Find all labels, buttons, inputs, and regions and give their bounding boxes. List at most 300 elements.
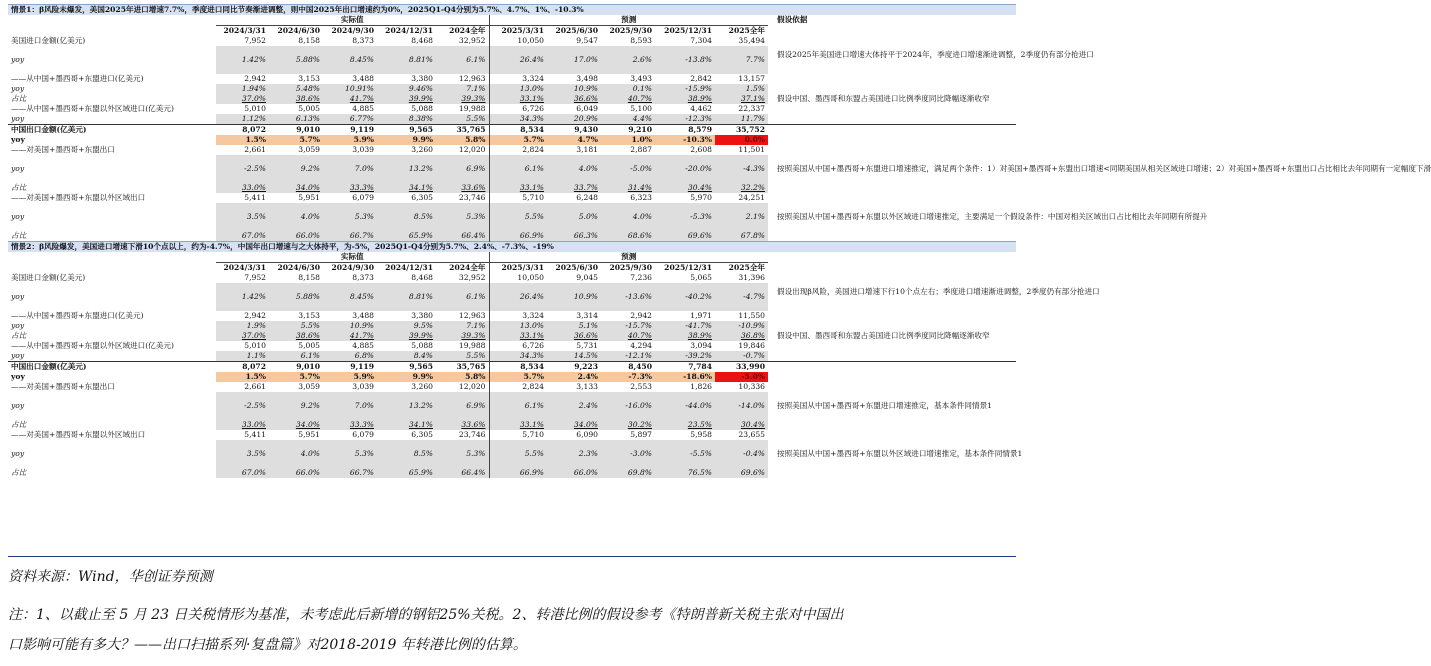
table-cell: 3,493 bbox=[630, 74, 652, 83]
table-cell: 11.7% bbox=[715, 114, 768, 125]
table-cell: 9,547 bbox=[576, 36, 598, 45]
table-cell: 6.13% bbox=[269, 114, 323, 125]
table-cell: 3.5% bbox=[216, 440, 269, 468]
gap-cell bbox=[768, 351, 774, 362]
table-cell: 33.0% bbox=[216, 420, 269, 430]
table-cell: 3,039 bbox=[352, 382, 374, 391]
assumption-blank bbox=[774, 362, 1016, 373]
table-cell: -2.5% bbox=[216, 392, 269, 420]
gap-cell bbox=[768, 84, 774, 94]
table-cell: 2,608 bbox=[690, 145, 712, 154]
table-cell: 8.81% bbox=[377, 46, 436, 74]
table-cell: 8,373 bbox=[352, 36, 374, 45]
row-label: 占比 bbox=[11, 331, 27, 340]
table-cell: 66.0% bbox=[269, 468, 323, 478]
table-cell: 5.5% bbox=[489, 203, 547, 231]
table-cell: 3,260 bbox=[411, 382, 433, 391]
table-cell: 38.6% bbox=[269, 331, 323, 341]
row-label: yoy bbox=[11, 321, 25, 330]
table-cell: 2,942 bbox=[244, 311, 266, 320]
table-cell: 41.7% bbox=[323, 331, 377, 341]
row-label: yoy bbox=[11, 212, 25, 221]
column-header: 2025/12/31 bbox=[664, 263, 712, 272]
table-cell: 24,251 bbox=[738, 193, 765, 202]
table-cell: 6.1% bbox=[489, 155, 547, 183]
column-header: 2025/9/30 bbox=[609, 26, 652, 35]
group-actual-label: 实际值 bbox=[216, 15, 489, 26]
table-cell: 2,942 bbox=[630, 311, 652, 320]
table-cell: 5.5% bbox=[269, 321, 323, 331]
table-cell: 10.9% bbox=[547, 283, 601, 311]
table-cell: 8,450 bbox=[601, 362, 655, 373]
column-header: 2024全年 bbox=[449, 263, 486, 272]
row-label: yoy bbox=[11, 351, 25, 360]
table-row bbox=[8, 382, 1016, 392]
table-cell: 33.6% bbox=[436, 420, 489, 430]
assumption-note: 假设中国、墨西哥和东盟占美国进口比例季度同比降幅逐渐收窄 bbox=[777, 331, 990, 340]
table-cell: 9.9% bbox=[377, 372, 436, 382]
row-label: yoy bbox=[11, 164, 25, 173]
table-cell: 14.5% bbox=[547, 351, 601, 362]
table-cell: 6,079 bbox=[352, 430, 374, 439]
assumption-blank bbox=[774, 135, 1016, 145]
table-cell: 8.5% bbox=[377, 440, 436, 468]
table-cell: 6.1% bbox=[269, 351, 323, 362]
table-cell: 32,952 bbox=[458, 273, 486, 282]
table-cell: 34.1% bbox=[377, 183, 436, 193]
gap-cell bbox=[768, 46, 774, 74]
table-cell: 26.4% bbox=[489, 46, 547, 74]
table-cell: -5.5% bbox=[655, 440, 715, 468]
gap-cell bbox=[768, 114, 774, 125]
group-forecast-label: 预测 bbox=[489, 15, 768, 26]
assumption-note: 按照美国从中国+墨西哥+东盟以外区域进口增速推定，基本条件同情景1 bbox=[777, 449, 1023, 458]
column-header-row bbox=[8, 26, 1016, 37]
table-cell: 4.0% bbox=[547, 155, 601, 183]
table-cell: 66.4% bbox=[436, 231, 489, 242]
scenario-title: 情景2：β风险爆发，美国进口增速下滑10个点以上，约为-4.7%，中国年出口增速与之大体持平，为-5%，2025Q1-Q4分别为5.7%、2.4%、-7.3%、-19% bbox=[8, 242, 1016, 253]
table-cell: 33.3% bbox=[323, 420, 377, 430]
table-cell: 5,010 bbox=[244, 104, 266, 113]
table-cell: 5,411 bbox=[244, 193, 266, 202]
table-cell: 2,942 bbox=[244, 74, 266, 83]
table-cell: 9,430 bbox=[547, 125, 601, 136]
table-cell: -13.6% bbox=[601, 283, 655, 311]
gap-cell bbox=[768, 183, 774, 193]
table-cell: 1,971 bbox=[690, 311, 712, 320]
column-header: 2025/6/30 bbox=[555, 26, 598, 35]
table-cell: 5.9% bbox=[323, 135, 377, 145]
table-cell: 13.2% bbox=[377, 155, 436, 183]
table-row bbox=[8, 430, 1016, 440]
table-cell: 34.3% bbox=[489, 114, 547, 125]
table-cell: 5.5% bbox=[436, 114, 489, 125]
table-cell: 2,661 bbox=[244, 145, 266, 154]
assumption-note: 假设出现β风险，美国进口增速下行10个点左右；季度进口增速渐进调整，2季度仍有部分抢进口 bbox=[777, 287, 1100, 296]
assumption-header bbox=[774, 252, 1016, 263]
table-cell: 32,952 bbox=[458, 36, 486, 45]
table-cell: 6.8% bbox=[323, 351, 377, 362]
table-cell: 7.7% bbox=[715, 46, 768, 74]
table-cell: 5.3% bbox=[436, 203, 489, 231]
table-cell: 33,990 bbox=[715, 362, 768, 373]
table-cell: 2.1% bbox=[715, 203, 768, 231]
table-cell: 1.1% bbox=[216, 351, 269, 362]
table-cell: 13.0% bbox=[489, 321, 547, 331]
footer-divider bbox=[8, 556, 1016, 557]
group-header-row bbox=[8, 252, 1016, 263]
table-cell: 3,039 bbox=[352, 145, 374, 154]
table-cell: 5,005 bbox=[298, 104, 320, 113]
table-cell: 6,305 bbox=[411, 193, 433, 202]
table-cell: 5,065 bbox=[690, 273, 712, 282]
table-cell: 66.0% bbox=[547, 468, 601, 478]
table-cell: 12,020 bbox=[458, 145, 486, 154]
table-cell: -3.0% bbox=[601, 440, 655, 468]
table-cell: 35,765 bbox=[436, 362, 489, 373]
table-cell: 6.9% bbox=[436, 392, 489, 420]
table-cell: 35,494 bbox=[738, 36, 765, 45]
table-cell: 9,045 bbox=[576, 273, 598, 282]
table-cell: 8,593 bbox=[630, 36, 652, 45]
table-cell: 33.1% bbox=[489, 420, 547, 430]
assumption-note: 按照美国从中国+墨西哥+东盟进口增速推定，基本条件同情景1 bbox=[777, 401, 992, 410]
table-cell: 40.7% bbox=[601, 94, 655, 104]
table-cell: -14.0% bbox=[715, 392, 768, 420]
table-cell: 4.0% bbox=[269, 203, 323, 231]
table-cell: 3,094 bbox=[690, 341, 712, 350]
scenario-title-row bbox=[8, 5, 1016, 16]
column-header: 2024/12/31 bbox=[385, 26, 433, 35]
header-blank bbox=[8, 15, 216, 26]
table-cell: 37.1% bbox=[715, 94, 768, 104]
footnote-line-1: 注：1、以截止至 5 月 23 日关税情形为基准，未考虑此后新增的钢铝25%关税。2、转港比例的假设参考《特朗普新关税主张对中国出 bbox=[8, 607, 844, 623]
table-cell: 69.6% bbox=[715, 468, 768, 478]
table-cell: 7.1% bbox=[436, 84, 489, 94]
table-cell: 2,553 bbox=[630, 382, 652, 391]
table-cell: 8,534 bbox=[489, 125, 547, 136]
table-cell: 10.9% bbox=[547, 84, 601, 94]
table-cell: 5,710 bbox=[489, 430, 547, 440]
gap-cell bbox=[768, 331, 774, 341]
table-cell: 5.9% bbox=[323, 372, 377, 382]
table-cell: 39.3% bbox=[436, 94, 489, 104]
table-cell: 7.0% bbox=[323, 392, 377, 420]
column-header: 2024全年 bbox=[449, 26, 486, 35]
row-label: 占比 bbox=[11, 468, 27, 477]
table-cell: 34.1% bbox=[377, 420, 436, 430]
table-cell: 13.0% bbox=[489, 84, 547, 94]
table-cell: 67.8% bbox=[715, 231, 768, 242]
table-cell: 1.0% bbox=[601, 135, 655, 145]
gap-cell bbox=[768, 420, 774, 430]
table-cell: 8,158 bbox=[298, 273, 320, 282]
table-cell: 33.1% bbox=[489, 94, 547, 104]
table-cell: 9,010 bbox=[269, 125, 323, 136]
gap-cell bbox=[768, 468, 774, 478]
table-cell: 3,380 bbox=[411, 311, 433, 320]
table-cell: 66.3% bbox=[547, 231, 601, 242]
table-cell: 4.0% bbox=[269, 440, 323, 468]
table-cell: 36.8% bbox=[715, 331, 768, 341]
table-cell: 6,726 bbox=[489, 104, 547, 114]
table-cell: 32.2% bbox=[715, 183, 768, 193]
table-cell: 1.12% bbox=[216, 114, 269, 125]
row-label: yoy bbox=[11, 135, 25, 144]
table-cell: 8.4% bbox=[377, 351, 436, 362]
table-cell: 66.4% bbox=[436, 468, 489, 478]
table-cell: 7.0% bbox=[323, 155, 377, 183]
row-label: yoy bbox=[11, 401, 25, 410]
table-cell: -41.7% bbox=[655, 321, 715, 331]
table-cell: 9.5% bbox=[377, 321, 436, 331]
table-cell: 5,731 bbox=[576, 341, 598, 350]
column-header: 2024/9/30 bbox=[331, 263, 374, 272]
table-cell: 7,236 bbox=[630, 273, 652, 282]
table-cell: -0.7% bbox=[715, 351, 768, 362]
export-scenario-table bbox=[8, 4, 1431, 478]
table-cell: 8,158 bbox=[298, 36, 320, 45]
table-cell: -15.7% bbox=[601, 321, 655, 331]
table-cell: 41.7% bbox=[323, 94, 377, 104]
table-cell: 34.0% bbox=[269, 183, 323, 193]
table-cell: 30.4% bbox=[655, 183, 715, 193]
table-cell: -16.0% bbox=[601, 392, 655, 420]
table-cell: 9.2% bbox=[269, 155, 323, 183]
gap-cell bbox=[768, 104, 774, 114]
table-cell: 4.7% bbox=[547, 135, 601, 145]
table-cell: 23,746 bbox=[458, 430, 486, 439]
table-cell: 40.7% bbox=[601, 331, 655, 341]
table-cell: 33.1% bbox=[489, 331, 547, 341]
table-cell: 5.88% bbox=[269, 46, 323, 74]
table-row bbox=[8, 273, 1016, 283]
table-cell: 33.0% bbox=[216, 183, 269, 193]
column-header: 2024/12/31 bbox=[385, 263, 433, 272]
table-cell: 6.77% bbox=[323, 114, 377, 125]
table-cell: 5,005 bbox=[298, 341, 320, 350]
table-cell: 12,963 bbox=[458, 311, 486, 320]
table-cell: 8,072 bbox=[216, 362, 269, 373]
table-cell: -20.0% bbox=[655, 155, 715, 183]
table-cell: 22,337 bbox=[738, 104, 765, 113]
table-cell: 5.5% bbox=[489, 440, 547, 468]
table-cell: 11,501 bbox=[738, 145, 765, 154]
table-cell: 13,157 bbox=[738, 74, 765, 83]
column-header: 2025/6/30 bbox=[555, 263, 598, 272]
gap-cell bbox=[768, 231, 774, 242]
assumption-blank bbox=[774, 263, 1016, 274]
row-label: ——从中国+墨西哥+东盟以外区域进口(亿美元) bbox=[11, 341, 174, 350]
table-row bbox=[8, 362, 1016, 373]
table-cell: 4,462 bbox=[690, 104, 712, 113]
row-label: 美国进口金额(亿美元) bbox=[11, 36, 86, 45]
table-cell: -5.0% bbox=[601, 155, 655, 183]
table-row bbox=[8, 145, 1016, 155]
table-cell: 5.7% bbox=[489, 135, 547, 145]
assumption-note: 假设2025年美国进口增速大体持平于2024年，季度进口增速渐进调整，2季度仍有部分抢进口 bbox=[777, 50, 1094, 59]
table-cell: 2,661 bbox=[244, 382, 266, 391]
assumption-note: 按照美国从中国+墨西哥+东盟进口增速推定，满足两个条件：1）对美国+墨西哥+东盟出口增速<同期美国从相关区域进口增速；2）对美国+墨西哥+东盟出口占比相比去年同期有一定幅度下滑 bbox=[777, 164, 1431, 173]
table-cell: 5,958 bbox=[690, 430, 712, 439]
gap-cell bbox=[768, 94, 774, 104]
header-blank bbox=[8, 263, 216, 274]
table-cell: 6.9% bbox=[436, 155, 489, 183]
group-forecast-label: 预测 bbox=[489, 252, 768, 263]
table-cell: 38.9% bbox=[655, 94, 715, 104]
column-header: 2025/12/31 bbox=[664, 26, 712, 35]
table-cell: 5,710 bbox=[489, 193, 547, 203]
table-cell: -4.3% bbox=[715, 155, 768, 183]
table-cell: 2.4% bbox=[547, 392, 601, 420]
table-cell: 34.3% bbox=[489, 351, 547, 362]
assumption-blank bbox=[774, 26, 1016, 37]
table-cell: 3,133 bbox=[576, 382, 598, 391]
table-cell: 20.9% bbox=[547, 114, 601, 125]
gap-cell bbox=[768, 155, 774, 183]
column-header: 2025/3/31 bbox=[489, 26, 547, 37]
column-header: 2025/9/30 bbox=[609, 263, 652, 272]
table-cell: 9,223 bbox=[547, 362, 601, 373]
row-label: 美国进口金额(亿美元) bbox=[11, 273, 86, 282]
table-row bbox=[8, 125, 1016, 136]
table-cell: 8.81% bbox=[377, 283, 436, 311]
table-cell: 1.9% bbox=[216, 321, 269, 331]
row-label: yoy bbox=[11, 114, 25, 123]
source-note: 资料来源：Wind，华创证券预测 bbox=[8, 569, 213, 585]
table-cell: 3,498 bbox=[576, 74, 598, 83]
row-label: 占比 bbox=[11, 420, 27, 429]
row-label: yoy bbox=[11, 449, 25, 458]
table-cell: 7,784 bbox=[655, 362, 715, 373]
assumption-blank bbox=[774, 372, 1016, 382]
table-cell: 35,752 bbox=[715, 125, 768, 136]
table-cell: 4.4% bbox=[601, 114, 655, 125]
column-header: 2024/6/30 bbox=[277, 263, 320, 272]
table-cell: 9,119 bbox=[323, 125, 377, 136]
table-cell: 66.7% bbox=[323, 231, 377, 242]
table-cell: 34.0% bbox=[269, 420, 323, 430]
table-cell: 8.5% bbox=[377, 203, 436, 231]
table-cell: -44.0% bbox=[655, 392, 715, 420]
table-cell: 3,324 bbox=[489, 74, 547, 84]
table-cell: -15.9% bbox=[655, 84, 715, 94]
table-row bbox=[8, 135, 1016, 145]
table-cell: 9,565 bbox=[377, 125, 436, 136]
table-cell: 37.0% bbox=[216, 331, 269, 341]
table-cell: 2.6% bbox=[601, 46, 655, 74]
table-cell: 3,153 bbox=[298, 311, 320, 320]
column-header: 2025全年 bbox=[728, 263, 765, 272]
table-cell: 36.6% bbox=[547, 94, 601, 104]
table-cell: 5,970 bbox=[690, 193, 712, 202]
table-cell: -10.9% bbox=[715, 321, 768, 331]
table-cell: 7,952 bbox=[244, 273, 266, 282]
table-cell: 5.3% bbox=[323, 440, 377, 468]
column-header: 2024/3/31 bbox=[223, 263, 266, 272]
group-header-row bbox=[8, 15, 1016, 26]
table-cell: 0.1% bbox=[601, 84, 655, 94]
table-cell: 3,488 bbox=[352, 74, 374, 83]
column-header: 2025全年 bbox=[728, 26, 765, 35]
table-cell: 4,294 bbox=[630, 341, 652, 350]
table-cell: 31,396 bbox=[738, 273, 765, 282]
table-cell: 5.8% bbox=[436, 135, 489, 145]
row-label: yoy bbox=[11, 84, 25, 93]
table-cell: 23.5% bbox=[655, 420, 715, 430]
table-cell: 1.42% bbox=[216, 283, 269, 311]
table-row bbox=[8, 311, 1016, 321]
table-cell: 6,079 bbox=[352, 193, 374, 202]
table-cell: 6.1% bbox=[489, 392, 547, 420]
table-cell: 10.91% bbox=[323, 84, 377, 94]
table-cell: 30.4% bbox=[715, 420, 768, 430]
table-cell: 2,887 bbox=[630, 145, 652, 154]
table-cell: 9,119 bbox=[323, 362, 377, 373]
table-cell: 9,010 bbox=[269, 362, 323, 373]
table-cell: 3,059 bbox=[298, 382, 320, 391]
table-cell: 8,534 bbox=[489, 362, 547, 373]
table-row bbox=[8, 36, 1016, 46]
table-cell: 36.6% bbox=[547, 331, 601, 341]
table-cell: 13.2% bbox=[377, 392, 436, 420]
column-header: 2024/9/30 bbox=[331, 26, 374, 35]
table-cell: 69.8% bbox=[601, 468, 655, 478]
table-cell: 1.5% bbox=[216, 372, 269, 382]
table-cell: 31.4% bbox=[601, 183, 655, 193]
table-cell: 23,746 bbox=[458, 193, 486, 202]
table-cell: 5.88% bbox=[269, 283, 323, 311]
table-cell: 10.9% bbox=[323, 321, 377, 331]
table-cell: -2.5% bbox=[216, 155, 269, 183]
row-label: 占比 bbox=[11, 94, 27, 103]
table-cell: -5.3% bbox=[655, 203, 715, 231]
table-cell: 6,049 bbox=[576, 104, 598, 113]
table-cell: 33.6% bbox=[436, 183, 489, 193]
table-cell: 6.1% bbox=[436, 46, 489, 74]
table-row bbox=[8, 193, 1016, 203]
table-cell: -12.3% bbox=[655, 114, 715, 125]
table-cell: 10,050 bbox=[489, 36, 547, 46]
row-label: ——对美国+墨西哥+东盟出口 bbox=[11, 382, 115, 391]
table-cell: 1.94% bbox=[216, 84, 269, 94]
table-cell: 8,579 bbox=[655, 125, 715, 136]
table-cell: 2,824 bbox=[489, 145, 547, 155]
table-cell: -39.2% bbox=[655, 351, 715, 362]
table-cell: -40.2% bbox=[655, 283, 715, 311]
table-cell: 3,153 bbox=[298, 74, 320, 83]
assumption-note: 按照美国从中国+墨西哥+东盟以外区域进口增速推定，主要满足一个假设条件：中国对相关区域出口占比相比去年同期有所提升 bbox=[777, 212, 1208, 221]
table-cell: 9.2% bbox=[269, 392, 323, 420]
table-cell: 5,100 bbox=[630, 104, 652, 113]
column-header: 2025/3/31 bbox=[489, 263, 547, 274]
table-cell: 30.2% bbox=[601, 420, 655, 430]
row-label: 占比 bbox=[11, 183, 27, 192]
table-cell: 12,020 bbox=[458, 382, 486, 391]
table-cell: 5.3% bbox=[436, 440, 489, 468]
report-table-container bbox=[8, 4, 1431, 478]
table-cell: 9,210 bbox=[601, 125, 655, 136]
table-cell: 6,726 bbox=[489, 341, 547, 351]
table-cell: 8.45% bbox=[323, 46, 377, 74]
table-cell: 39.3% bbox=[436, 331, 489, 341]
table-cell: 6,323 bbox=[630, 193, 652, 202]
group-actual-label: 实际值 bbox=[216, 252, 489, 263]
table-cell: 2,842 bbox=[690, 74, 712, 83]
table-cell: 5,951 bbox=[298, 193, 320, 202]
row-label: 中国出口金额(亿美元) bbox=[8, 125, 216, 136]
gap-cell bbox=[768, 321, 774, 331]
